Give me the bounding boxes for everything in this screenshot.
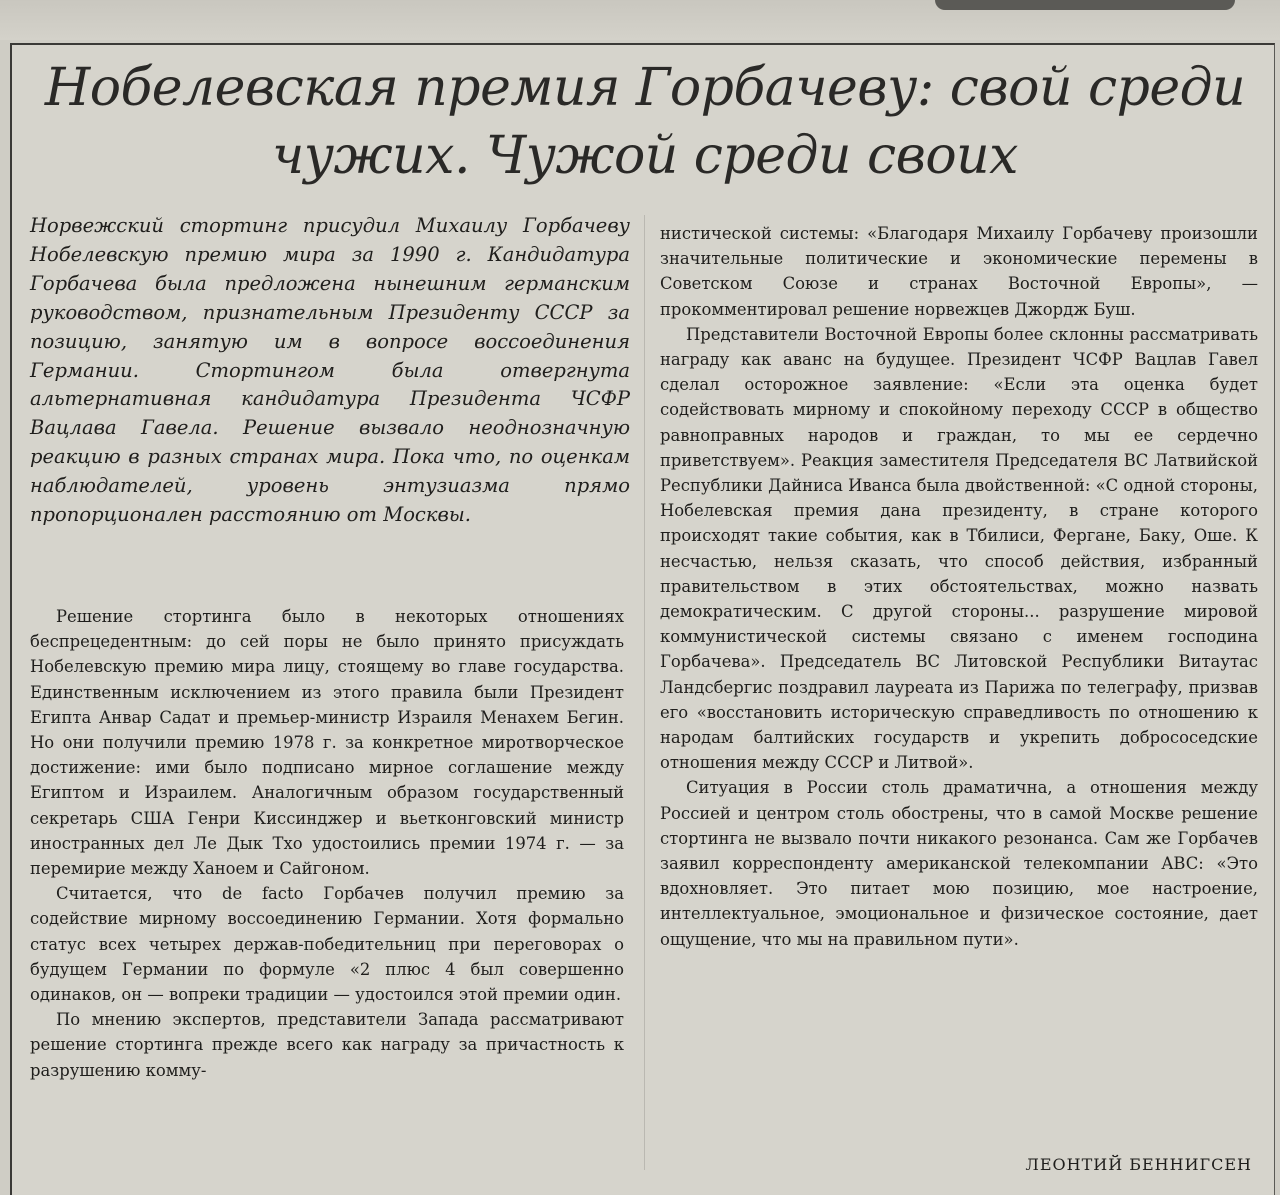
article-lead [30, 212, 630, 530]
body-paragraph: По мнению экспертов, представители Запада рассматривают решение стортинга прежде всего как награду за причастность к разрушению комму- [30, 1010, 624, 1080]
right-column-body [660, 221, 1258, 952]
body-paragraph: Решение стортинга было в некоторых отношениях беспрецедентным: до сей поры не было принято присуждать Нобелевскую премию мира лицу, стоящему во главе государства. Единственным исключением из этого правила были Президент Египта Анвар Садат и премьер-министр Израиля Менахем Бегин. Но они получили премию 1978 г. за конкретное миротворческое достижение: ими было подписано мирное соглашение между Египтом и Израилем. Аналогичным образом государственный секретарь США Генри Киссинджер и вьетконговский министр иностранных дел Ле Дык Тхо удостоились премии 1974 г. — за перемирие между Ханоем и Сайгоном. [30, 607, 624, 879]
article-headline: Нобелевская премия Горбачеву: свой среди чужих. Чужой среди своих [44, 58, 1246, 186]
body-paragraph-continued: нистической системы: «Благодаря Михаилу Горбачеву произошли значительные политические и экономические перемены в Советском Союзе и странах Восточной Европы», — прокомментировал решение норвежцев Джордж Буш. [660, 224, 1258, 319]
column-gutter [644, 215, 645, 1170]
adjacent-article-edge [935, 0, 1235, 10]
author-byline: ЛЕОНТИЙ БЕННИГСЕН [1025, 1155, 1252, 1174]
lead-paragraph: Норвежский стортинг присудил Михаилу Горбачеву Нобелевскую премию мира за 1990 г. Кандидатура Горбачева была предложена нынешним германским руководством, признательным Президенту СССР за позицию, занятую им в вопросе воссоединения Германии. Стортингом была отвергнута альтернативная кандидатура Президента ЧСФР Вацлава Гавела. Решение вызвало неоднозначную реакцию в разных странах мира. Пока что, по оценкам наблюдателей, уровень энтузиазма прямо пропорционален расстоянию от Москвы. [30, 214, 630, 527]
body-paragraph: Представители Восточной Европы более склонны рассматривать награду как аванс на будущее. Президент ЧСФР Вацлав Гавел сделал осторожное заявление: «Если эта оценка будет содействовать мирному и спокойному переходу СССР в общество равноправных народов и граждан, то мы ее сердечно приветствуем». Реакция заместителя Председателя ВС Латвийской Республики Дайниса Иванса была двойственной: «С одной стороны, Нобелевская премия дана президенту, в стране которого происходят такие события, как в Тбилиси, Фергане, Баку, Оше. К несчастью, нельзя сказать, что способ действия, избранный правительством в этих обстоятельствах, можно назвать демократическим. С другой стороны... разрушение мировой коммунистической системы связано с именем господина Горбачева». Председатель ВС Литовской Республики Витаутас Ландсбергис поздравил лауреата из Парижа по телеграфу, призвав его «восстановить историческую справедливость по отношению к народам балтийских государств и укрепить добрососедские отношения между СССР и Литвой». [660, 324, 1258, 773]
left-column-body [30, 604, 624, 1083]
body-paragraph: Считается, что de facto Горбачев получил премию за содействие мирному воссоединению Германии. Хотя формально статус всех четырех держав-победительниц при переговорах о будущем Германии по формуле «2 плюс 4 был совершенно одинаков, он — вопреки традиции — удостоился этой премии один. [30, 884, 624, 1005]
body-paragraph: Ситуация в России столь драматична, а отношения между Россией и центром столь обострены, что в самой Москве решение стортинга не вызвало почти никакого резонанса. Сам же Горбачев заявил корреспонденту американской телекомпании ABC: «Это вдохновляет. Это питает мою позицию, мое настроение, интеллектуальное, эмоциональное и физическое состояние, дает ощущение, что мы на правильном пути». [660, 778, 1258, 949]
